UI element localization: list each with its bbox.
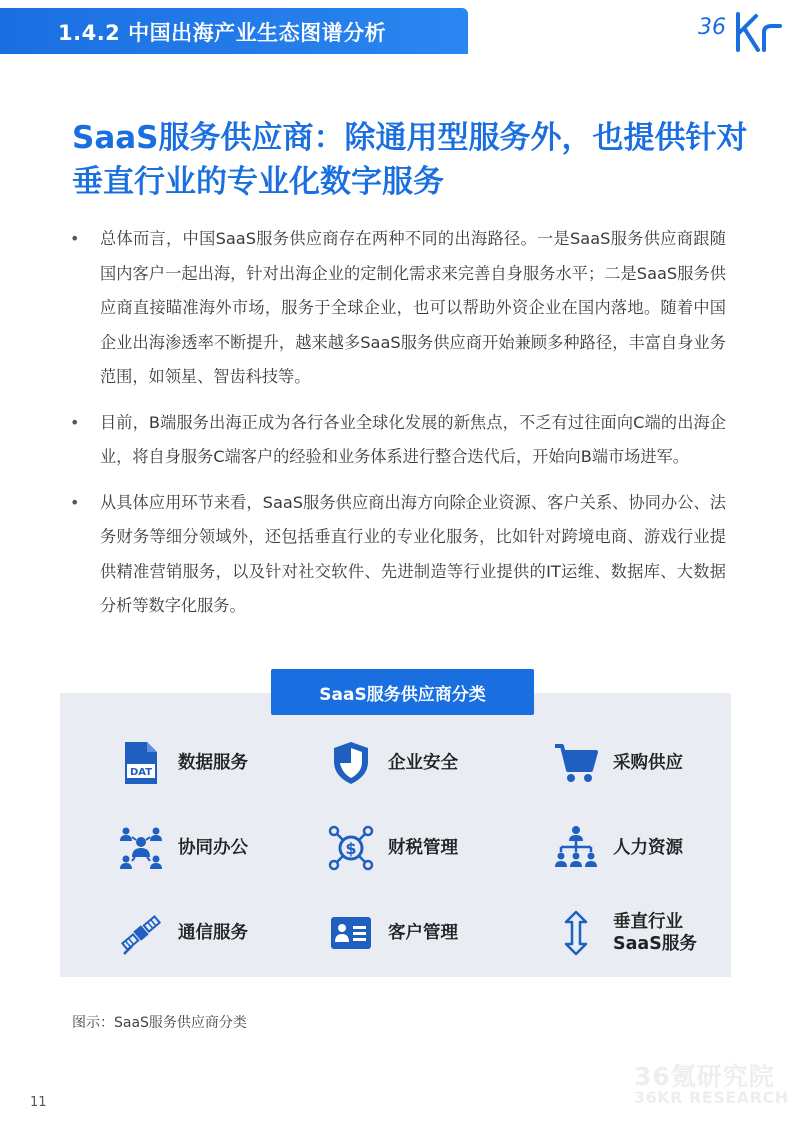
- dollar-network-icon: [328, 825, 374, 871]
- team-collaboration-icon: [118, 825, 164, 871]
- category-customer-management: [328, 908, 458, 958]
- dat-file-icon: [118, 740, 164, 786]
- bullet-item: [70, 406, 726, 475]
- dat-icon-text: DAT: [129, 767, 153, 778]
- vertical-arrows-icon: [553, 910, 599, 956]
- shield-icon: [328, 740, 374, 786]
- category-procurement: [553, 738, 683, 788]
- category-label: 财税管理: [388, 838, 458, 858]
- category-label: 数据服务: [178, 753, 248, 773]
- category-panel-title: SaaS服务供应商分类: [271, 669, 534, 715]
- bullet-text: 总体而言，中国SaaS服务供应商存在两种不同的出海路径。一是SaaS服务供应商跟随国内客户一起出海，针对出海企业的定制化需求来完善自身服务水平；二是SaaS服务供应商直接瞄准海外市场，服务于全球企业，也可以帮助外资企业在国内落地。随着中国企业出海渗透率不断提升，越来越多SaaS服务供应商开始兼顾多种路径，丰富自身业务范围，如领星、智齿科技等。: [100, 229, 726, 386]
- page-number: 11: [30, 1095, 47, 1110]
- category-vertical-saas: [553, 908, 697, 958]
- category-label-line1: 垂直行业: [613, 912, 683, 932]
- bullet-item: [70, 222, 726, 395]
- bullet-list: [70, 222, 726, 635]
- category-label: 协同办公: [178, 838, 248, 858]
- category-collaboration: [118, 823, 248, 873]
- category-communication: [118, 908, 248, 958]
- watermark-en: 36KR RESEARCH: [634, 1088, 789, 1107]
- 36kr-logo-icon: [694, 4, 794, 52]
- category-label: 通信服务: [178, 923, 248, 943]
- bullet-marker: •: [70, 412, 80, 432]
- category-label: 采购供应: [613, 753, 683, 773]
- bullet-item: [70, 486, 726, 624]
- contact-card-icon: [328, 910, 374, 956]
- satellite-icon: [118, 910, 164, 956]
- category-label: 客户管理: [388, 923, 458, 943]
- org-chart-icon: [553, 825, 599, 871]
- bullet-marker: •: [70, 492, 80, 512]
- category-label-line2: SaaS服务: [613, 934, 697, 954]
- category-data-services: [118, 738, 248, 788]
- category-human-resources: [553, 823, 683, 873]
- bullet-text: 目前，B端服务出海正成为各行各业全球化发展的新焦点，不乏有过往面向C端的出海企业，将自身服务C端客户的经验和业务体系进行整合迭代后，开始向B端市场进军。: [100, 412, 726, 466]
- figure-caption: 图示：SaaS服务供应商分类: [72, 1015, 247, 1031]
- logo-text-36: 36: [698, 15, 726, 40]
- category-finance-tax: [328, 823, 458, 873]
- watermark-cn: 36氪研究院: [634, 1062, 775, 1091]
- page-heading: SaaS服务供应商：除通用型服务外，也提供针对垂直行业的专业化数字服务: [72, 120, 748, 200]
- category-label: 人力资源: [613, 838, 683, 858]
- category-label: [613, 911, 697, 955]
- section-title: 1.4.2 中国出海产业生态图谱分析: [58, 21, 387, 45]
- shopping-cart-icon: [553, 740, 599, 786]
- category-enterprise-security: [328, 738, 458, 788]
- svg-text:$: $: [345, 839, 357, 858]
- category-label: 企业安全: [388, 753, 458, 773]
- brand-logo: [694, 4, 794, 52]
- bullet-text: 从具体应用环节来看，SaaS服务供应商出海方向除企业资源、客户关系、协同办公、法务财务等细分领域外，还包括垂直行业的专业化服务，比如针对跨境电商、游戏行业提供精准营销服务，以及针对社交软件、先进制造等行业提供的IT运维、数据库、大数据分析等数字化服务。: [100, 492, 726, 615]
- bullet-marker: •: [70, 229, 80, 248]
